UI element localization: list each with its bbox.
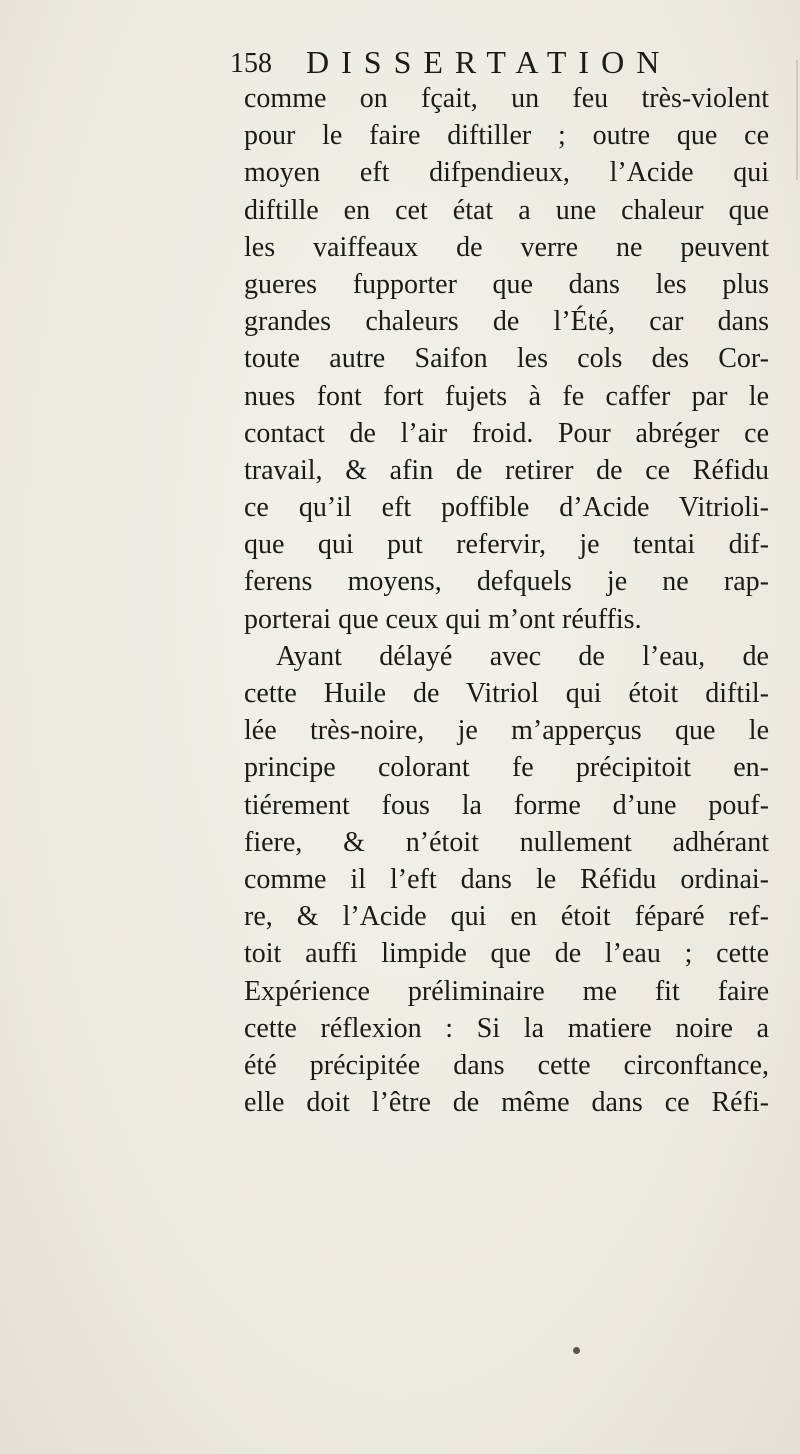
text-line: ce qu’il eft poffible d’Acide Vitrioli- bbox=[244, 492, 769, 524]
text-line: porterai que ceux qui m’ont réuffis. bbox=[244, 603, 642, 635]
text-line: cette réflexion : Si la matiere noire a bbox=[244, 1012, 769, 1044]
text-line: moyen eft difpendieux, l’Acide qui bbox=[244, 157, 769, 189]
running-head: DISSERTATION bbox=[306, 44, 672, 80]
text-line: contact de l’air froid. Pour abréger ce bbox=[244, 417, 769, 449]
text-line: Ayant délayé avec de l’eau, de bbox=[276, 640, 769, 672]
text-line: gueres fupporter que dans les plus bbox=[244, 268, 769, 300]
text-line: lée très-noire, je m’apperçus que le bbox=[244, 715, 769, 747]
page-number: 158 bbox=[230, 48, 272, 79]
text-line: nues font fort fujets à fe caffer par le bbox=[244, 380, 769, 412]
text-line: que qui put refervir, je tentai dif- bbox=[244, 529, 769, 561]
text-line: les vaiffeaux de verre ne peuvent bbox=[244, 231, 769, 263]
text-line: Expérience préliminaire me fit faire bbox=[244, 975, 769, 1007]
ink-spot bbox=[573, 1347, 580, 1354]
text-line: diftille en cet état a une chaleur que bbox=[244, 194, 769, 226]
text-line: comme il l’eft dans le Réfidu ordinai- bbox=[244, 863, 769, 895]
text-line: re, & l’Acide qui en étoit féparé ref- bbox=[244, 901, 769, 933]
text-line: fiere, & n’étoit nullement adhérant bbox=[244, 826, 769, 858]
text-line: pour le faire diftiller ; outre que ce bbox=[244, 120, 769, 152]
text-line: ferens moyens, defquels je ne rap- bbox=[244, 566, 769, 598]
text-line: tiérement fous la forme d’une pouf- bbox=[244, 789, 769, 821]
text-line: été précipitée dans cette circonftance, bbox=[244, 1049, 769, 1081]
text-line: travail, & afin de retirer de ce Réfidu bbox=[244, 454, 769, 486]
text-line: cette Huile de Vitriol qui étoit diftil- bbox=[244, 678, 769, 709]
text-line: grandes chaleurs de l’Été, car dans bbox=[244, 306, 769, 338]
text-line: elle doit l’être de même dans ce Réfi- bbox=[244, 1087, 769, 1119]
text-line: principe colorant fe précipitoit en- bbox=[244, 752, 769, 784]
text-line: comme on fçait, un feu très-violent bbox=[244, 83, 769, 114]
text-line: toit auffi limpide que de l’eau ; cette bbox=[244, 938, 769, 970]
body-text bbox=[244, 80, 769, 1121]
text-line: toute autre Saifon les cols des Cor- bbox=[244, 343, 769, 375]
page-edge-shadow bbox=[796, 60, 798, 180]
